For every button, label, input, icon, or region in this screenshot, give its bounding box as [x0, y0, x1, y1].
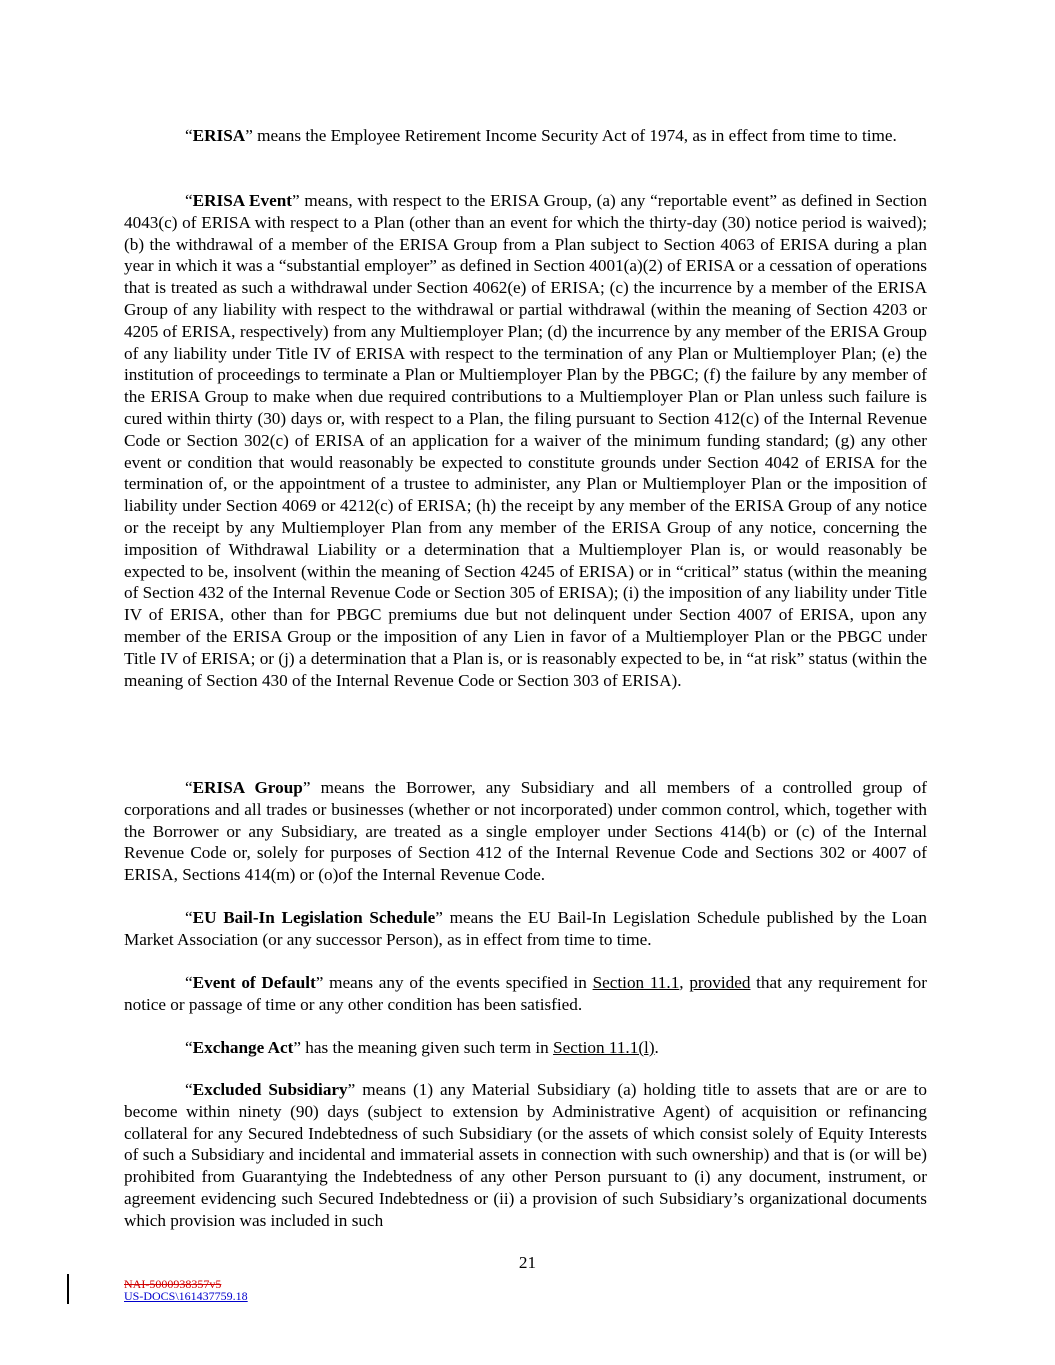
definition-text: ” means, with respect to the ERISA Group, (a) any “reportable event” as defined in Section 4043(c) of ERISA with respect to a Plan (other than an event for which the thirty-day (30) notice period is waived); (b) the withdrawal of a member of the ERISA Group from a Plan subject to Section 4063 of ERISA during a plan year in which it was a “substantial employer” as defined in Section 4001(a)(2) of ERISA or a cessation of operations that is treated as such a withdrawal under Section 4062(e) of ERISA; (c) the incurrence by a member of the ERISA Group of any liability with respect to the withdrawal or partial withdrawal (within the meaning of Section 4203 or 4205 of ERISA, respectively) from any Multiemployer Plan; (d) the incurrence by any member of the ERISA Group of any liability under Title IV of ERISA with respect to the termination of any Plan or Multiemployer Plan; (e) the institution of proceedings to terminate a Plan or Multiemployer Plan by the PBGC; (f) the failure by any member of the ERISA Group to make when due required contributions to a Multiemployer Plan or Plan unless such failure is cured within thirty (30) days or, with respect to a Plan, the filing pursuant to Section 412(c) of the Internal Revenue Code or Section 302(c) of ERISA of an application for a waiver of the minimum funding standard; (g) any other event or condition that would reasonably be expected to constitute grounds under Section 4042 of ERISA for the termination of, or the appointment of a trustee to administer, any Plan or Multiemployer Plan or the imposition of liability under Section 4069 or 4212(c) of ERISA; (h) the receipt by any member of the ERISA Group of any notice or the receipt by any Multiemployer Plan from any member of the ERISA Group of any notice, concerning the imposition of Withdrawal Liability or a determination that a Multiemployer Plan is, or would reasonably be expected to be, insolvent (within the meaning of Section 4245 of ERISA) or in “critical” status (within the meaning of Section 432 of the Internal Revenue Code or Section 305 of ERISA); (i) the imposition of any liability under Title IV of ERISA, other than for PBGC premiums due but not delinquent under Section 4007 of ERISA, upon any member of the ERISA Group or the imposition of any Lien in favor of a Multiemployer Plan or the PBGC under Title IV of ERISA; or (j) a determination that a Plan is, or is reasonably expected to be, in “at risk” status (within the meaning of Section 430 of the Internal Revenue Code or Section 303 of ERISA). — [124, 191, 927, 690]
section-reference: Section 11.1 — [592, 973, 680, 992]
definition-text: ” means the Employee Retirement Income Security Act of 1974, as in effect from time to time. — [245, 126, 897, 145]
definition-text: ” means the EU Bail-In Legislation Schedule published by the Loan Market Association (or any successor Person), as in effect from time to time. — [124, 908, 927, 949]
defined-term: ERISA Event — [192, 191, 292, 210]
definition-erisa — [124, 125, 927, 147]
definition-text: ” means (1) any Material Subsidiary (a) holding title to assets that are or are to become within ninety (90) days (subject to extension by Administrative Agent) of acquisition or refinancing collateral for any Secured Indebtedness of such Subsidiary (or the assets of which consist solely of Equity Interests of such a Subsidiary and incidental and immaterial assets in connection with such ownership) and that is (or will be) prohibited from Guarantying the Indebtedness of any other Person pursuant to (i) any document, instrument, or agreement evidencing such Secured Indebtedness or (ii) a provision of such Subsidiary’s organizational documents which provision was included in such — [124, 1080, 927, 1230]
doc-id-inserted: US-DOCS\161437759.18 — [124, 1289, 248, 1303]
page-number: 21 — [518, 1253, 537, 1272]
open-quote: “ — [185, 908, 193, 927]
revision-change-bar — [67, 1274, 69, 1304]
section-reference: Section 11.1(l) — [553, 1038, 655, 1057]
defined-term: ERISA — [192, 126, 246, 145]
defined-term: EU Bail-In Legislation Schedule — [192, 908, 436, 927]
open-quote: “ — [185, 126, 193, 145]
defined-term: Exchange Act — [192, 1038, 294, 1057]
definition-erisa-group — [124, 777, 927, 886]
defined-term: ERISA Group — [192, 778, 303, 797]
proviso-word: provided — [689, 973, 751, 992]
definition-text: ” means any of the events specified in — [315, 973, 593, 992]
definition-eu-bail-in — [124, 907, 927, 951]
definition-text: . — [654, 1038, 659, 1057]
definition-excluded-subsidiary — [124, 1079, 927, 1232]
doc-id-deleted: NAI-5000938357v5 — [124, 1277, 222, 1291]
open-quote: “ — [185, 1038, 193, 1057]
open-quote: “ — [185, 191, 193, 210]
open-quote: “ — [185, 1080, 193, 1099]
definition-event-of-default — [124, 972, 927, 1016]
open-quote: “ — [185, 973, 193, 992]
definition-text: , — [679, 973, 690, 992]
defined-term: Excluded Subsidiary — [192, 1080, 348, 1099]
definition-text: ” has the meaning given such term in — [293, 1038, 554, 1057]
defined-term: Event of Default — [192, 973, 316, 992]
open-quote: “ — [185, 778, 193, 797]
definition-text: that any requirement for notice or passage of time or any other condition has been satisfied. — [124, 973, 927, 1014]
definition-erisa-event — [124, 190, 927, 691]
definition-exchange-act — [124, 1037, 927, 1059]
definition-text: ” means the Borrower, any Subsidiary and all members of a controlled group of corporations and all trades or businesses (whether or not incorporated) under common control, which, together with the Borrower or any Subsidiary, are treated as a single employer under Sections 414(b) or (c) of the Internal Revenue Code or, solely for purposes of Section 412 of the Internal Revenue Code and Sections 302 or 4007 of ERISA, Sections 414(m) or (o)of the Internal Revenue Code. — [124, 778, 927, 885]
